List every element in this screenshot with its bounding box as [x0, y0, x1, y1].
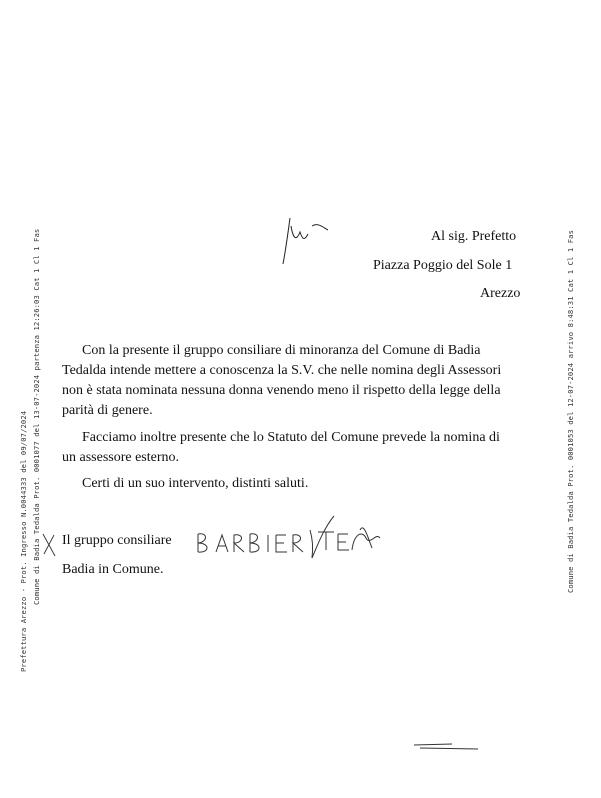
signature-group-name: Badia in Comune.: [62, 562, 164, 577]
protocol-stamp-right: Comune di Badia Tedalda Prot. 0001053 del 12-07-2024 arrivo 8:48:31 Cat 1 Cl 1 Fas: [566, 229, 575, 593]
recipient-street: Piazza Poggio del Sole 1: [373, 258, 513, 273]
body-paragraph-2: Facciamo inoltre presente che lo Statuto del Comune prevede la nomina di un assessore esterno.: [62, 430, 500, 465]
body-paragraph-1: Con la presente il gruppo consiliare di minoranza del Comune di Badia Tedalda intende mettere a conoscenza la S.V. che nelle nomina degli Assessori non è stata nominata nessuna donna venendo meno il rispetto della legge della parità di genere.: [62, 343, 502, 418]
protocol-stamp-left-inner: Comune di Badia Tedalda Prot. 0001077 del 13-07-2024 partenza 12:26:03 Cat 1 Cl 1 Fas: [32, 228, 41, 605]
handwritten-initials: [278, 208, 338, 268]
protocol-stamp-left-outer: Prefettura Arezzo - Prot. Ingresso N.0044333 del 09/07/2024: [19, 410, 28, 672]
signature-group-label: Il gruppo consiliare: [62, 533, 172, 548]
recipient-city: Arezzo: [480, 286, 521, 301]
cross-mark: [40, 530, 58, 560]
recipient-title: Al sig. Prefetto: [431, 229, 517, 244]
bottom-stroke: [412, 740, 482, 754]
handwritten-signature: [192, 508, 392, 568]
body-paragraph-3: Certi di un suo intervento, distinti saluti.: [82, 476, 309, 491]
